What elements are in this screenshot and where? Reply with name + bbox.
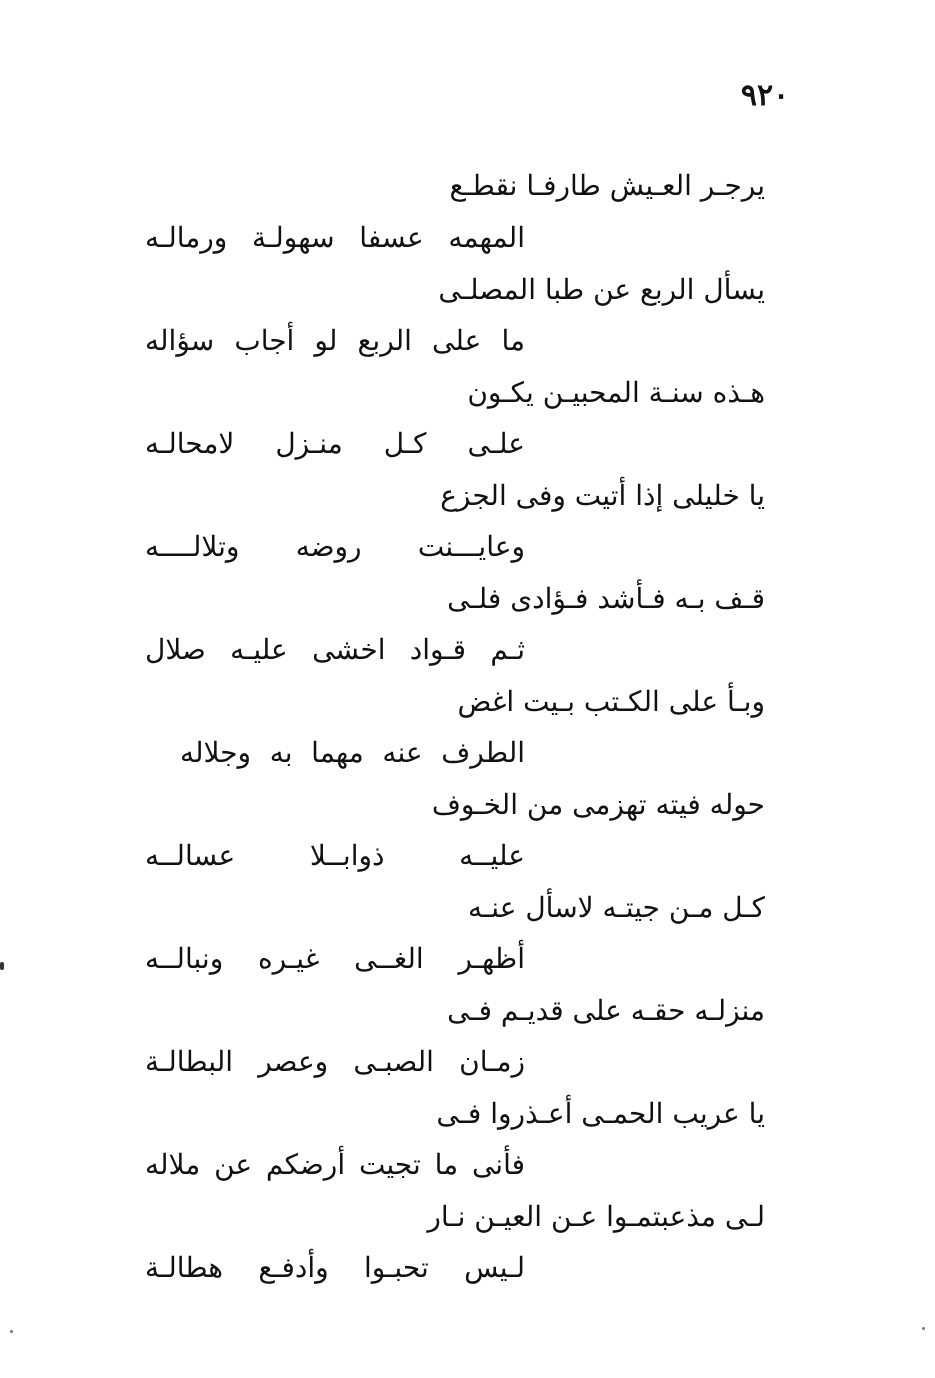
poem-line: لـى مذعبتمـوا عـن العيـن نـار — [427, 1200, 765, 1233]
poem-line: كـل مـن جيتـه لاسأل عنـه — [468, 891, 765, 924]
poem-line: وعايـــنت روضه وتلالــــه — [145, 530, 525, 563]
poem-line: حوله فيته تهزمى من الخـوف — [431, 788, 765, 821]
poem-line: الطرف عنه مهما به وجلاله — [180, 736, 525, 769]
poem-line: علـى كـل منـزل لامحالـه — [145, 427, 525, 460]
poem-line: زمـان الصبـى وعصر البطالـة — [145, 1045, 525, 1078]
scan-speck — [922, 1327, 925, 1330]
poem-line: منزلـه حقـه على قديـم فـى — [447, 994, 765, 1027]
scan-margin-mark — [0, 962, 4, 970]
poem-line: عليــه ذوابــلا عسالــه — [145, 839, 525, 872]
scan-speck — [10, 1330, 13, 1333]
poem-line: ثـم قـواد اخشى عليـه صلال — [145, 633, 525, 666]
poem-line: فأنى ما تجيت أرضكم عن ملاله — [145, 1148, 525, 1181]
poem-line: ما على الربع لو أجاب سؤاله — [145, 324, 525, 357]
poem-line: هـذه سنـة المحبيـن يكـون — [467, 376, 765, 409]
poem-line: يسأل الربع عن طبا المصلـى — [438, 273, 765, 306]
poem-line: يرجـر العـيش طارفـا نقطـع — [449, 169, 765, 202]
poem-line: المهمه عسفا سهولـة ورمالـه — [145, 221, 525, 254]
poem-line: يا عريب الحمـى أعـذروا فـى — [436, 1097, 765, 1130]
poem-line: لـيس تحبـوا وأدفـع هطالـة — [145, 1251, 525, 1284]
poem-line: وبـأ على الكـتب بـيت اغض — [457, 685, 765, 718]
poem-line: أظهـر الغــى غيـره ونبالــه — [145, 942, 525, 975]
poem-line: يا خليلى إذا أتيت وفى الجزع — [440, 479, 765, 512]
poem-line: قـف بـه فـأشد فـؤادى فلـى — [447, 582, 765, 615]
page-number: ٩٢٠ — [740, 78, 790, 113]
